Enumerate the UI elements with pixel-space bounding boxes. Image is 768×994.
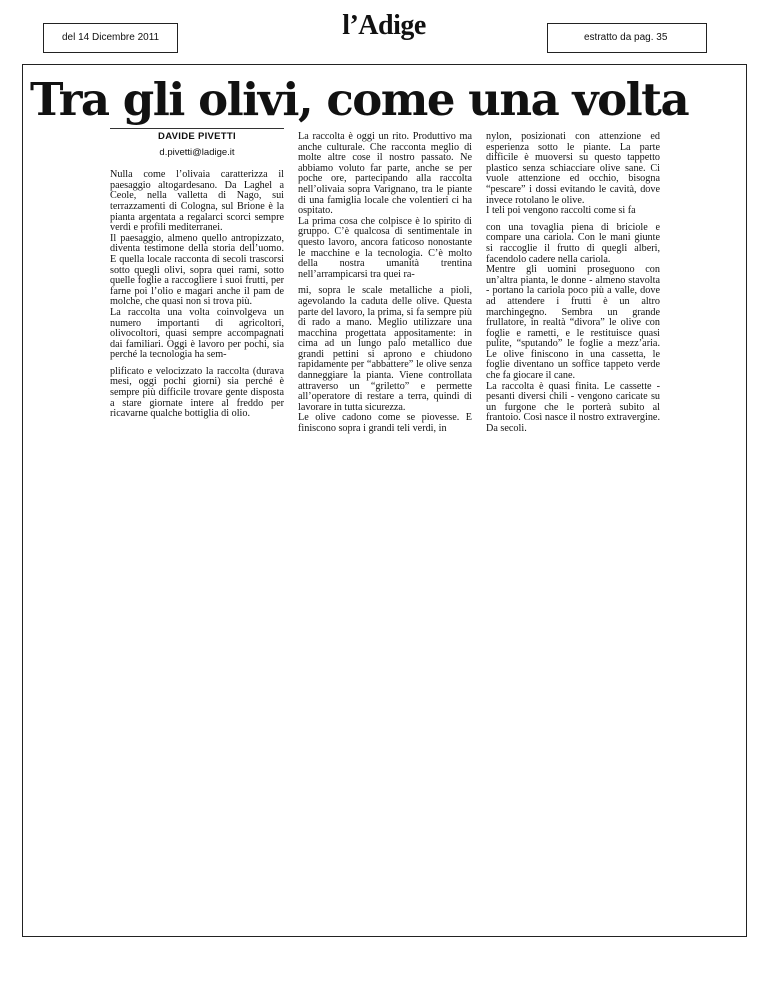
paragraph: La prima cosa che colpisce è lo spirito di gruppo. C’è qualcosa di sentimentale in questo lavoro, ancora faticoso nonostante le macchine e la tecnologia. C’è molto della nostra umanità trentina nell’arrampicarsi tra quei ra-: [298, 215, 472, 280]
paragraph: Il paesaggio, almeno quello antropizzato, diventa testimone della storia dell’uomo. E quella locale racconta di secoli trascorsi sotto quegli olivi, sopra quei rami, sotto quelle foglie a raccogliere i suoi frutti, per farne poi l’olio e magari anche il pam de molche, che quasi non si trova più.: [110, 232, 284, 308]
newspaper-masthead: l’Adige: [342, 10, 426, 41]
article-headline: Tra gli olivi, come una volta: [30, 73, 689, 126]
paragraph: La raccolta è quasi finita. Le cassette - pesanti diversi chili - vengono caricate su un furgone che le porterà subito al frantoio. Così nasce il nostro extravergine. Da secoli.: [486, 380, 660, 435]
byline-rule: [110, 128, 284, 129]
paragraph: Nulla come l’olivaia caratterizza il paesaggio altogardesano. Da Laghel a Ceole, nella valletta di Nago, sui terrazzamenti di Cologna, sul Brione è la pianta argentata a regalarci scorci sempre verdi e profili mediterranei.: [110, 169, 284, 234]
paragraph: mi, sopra le scale metalliche a pioli, agevolando la caduta delle olive. Questa parte del lavoro, la prima, si fa sempre più di rado a mano. Meglio utilizzare una macchina progettata appositamente: in cima ad un lungo palo metallico due grandi pettini si aprono e chiudono rapidamente per “abbattere” le olive senza danneggiare la pianta. Viene controllata attraverso un “griletto” e permette all’operatore di restare a terra, quindi di lavorare in tutta sicurezza.: [298, 285, 472, 413]
article-column-3: [486, 132, 660, 435]
extract-page: estratto da pag. 35: [584, 32, 668, 43]
paragraph: I teli poi vengono raccolti come si fa: [486, 205, 636, 217]
paragraph: Mentre gli uomini proseguono con un’altra pianta, le donne - almeno stavolta - portano la cariola poco più a valle, dove ad attendere i frutti è un altro marchingegno. Sembra un grande frullatore, in realtà “divora” le olive con foglie e rametti, e le restituisce quasi pulite, “sputando” le foglie a mezz’aria. Le olive finiscono in una cassetta, le foglie diventano un soffice tappeto verde che fa giocare il cane.: [486, 264, 660, 382]
paragraph: La raccolta è oggi un rito. Produttivo ma anche culturale. Che racconta meglio di molte altre cose il nostro passato. Ne abbiamo voluto far parte, anche se per poche ore, partecipando alla raccolta nell’olivaia sopra Varignano, tra le piante di una famiglia locale che volentieri ci ha ospitato.: [298, 131, 472, 217]
paragraph: con una tovaglia piena di briciole e compare una cariola. Con le mani giunte si raccoglie il frutto di quegli alberi, facendolo cadere nella cariola.: [486, 221, 660, 265]
author-email: d.pivetti@ladige.it: [159, 146, 235, 158]
paragraph: nylon, posizionati con attenzione ed esperienza sotto le piante. La parte difficile è muoversi su questo tappetto plastico senza schiacciare olive sane. Ci vuole attenzione ed occhio, bisogna “pescare” i dossi evitando le cavità, dove invece rotolano le olive.: [486, 131, 660, 206]
article-column-1: [110, 128, 284, 420]
article-column-2: [298, 132, 472, 435]
paragraph: plificato e velocizzato la raccolta (durava mesi, oggi pochi giorni) sia perché è sempre più difficile trovare gente disposta a stare giornate intere al freddo per ricavarne qualche bottiglia di olio.: [110, 365, 284, 420]
paragraph: La raccolta una volta coinvolgeva un numero importanti di agricoltori, olivocoltori, quasi sempre accompagnati dai familiari. Oggi è lavoro per pochi, sia perché la tecnologia ha sem-: [110, 306, 284, 361]
paragraph: Le olive cadono come se piovesse. E finiscono sopra i grandi teli verdi, in: [298, 412, 472, 435]
extract-box: [547, 23, 707, 53]
author-byline: DAVIDE PIVETTI: [158, 131, 236, 142]
issue-date: del 14 Dicembre 2011: [62, 32, 160, 43]
